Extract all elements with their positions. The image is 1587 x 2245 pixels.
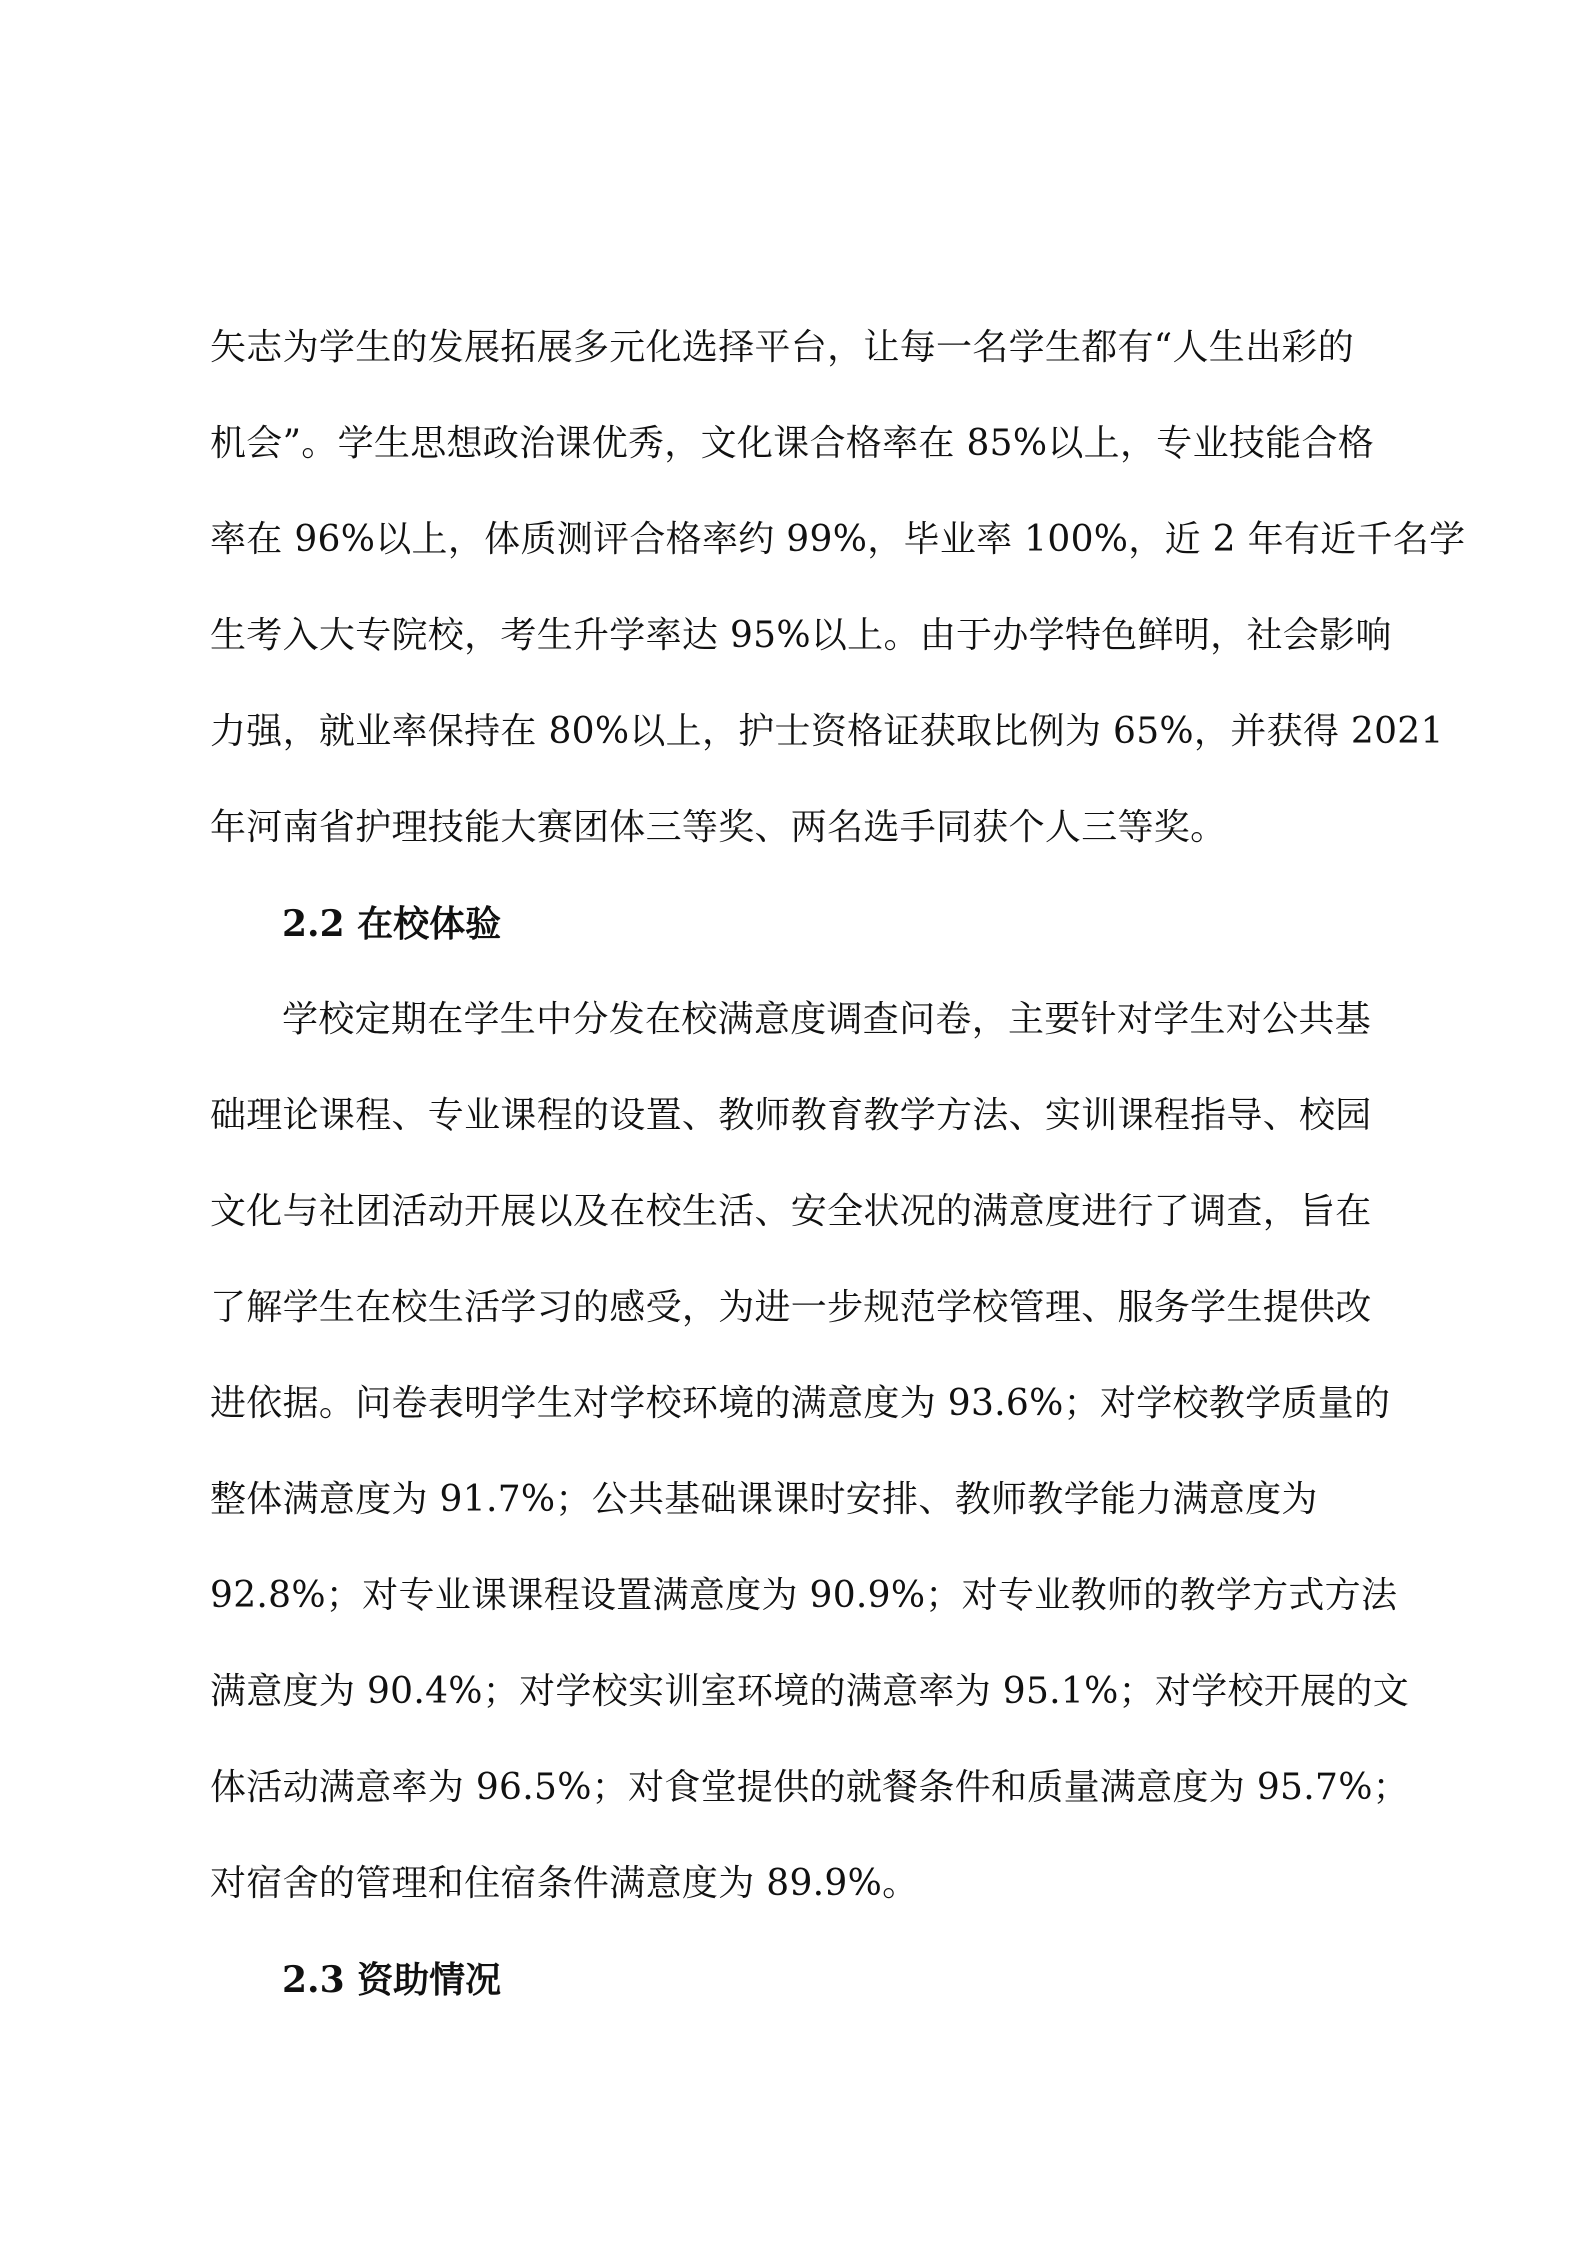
text-line: 92.8%；对专业课课程设置满意度为 90.9%；对专业教师的教学方式方法 xyxy=(210,1575,1398,1616)
text-line: 进依据。问卷表明学生对学校环境的满意度为 93.6%；对学校教学质量的 xyxy=(210,1383,1391,1424)
text-line: 了解学生在校生活学习的感受，为进一步规范学校管理、服务学生提供改 xyxy=(210,1287,1372,1328)
text-line: 年河南省护理技能大赛团体三等奖、两名选手同获个人三等奖。 xyxy=(210,807,1227,848)
section-heading-2-3: 2.3 资助情况 xyxy=(282,1959,502,2001)
text-line: 机会”。学生思想政治课优秀，文化课合格率在 85%以上，专业技能合格 xyxy=(210,423,1375,464)
text-line: 力强，就业率保持在 80%以上，护士资格证获取比例为 65%，并获得 2021 xyxy=(210,711,1444,752)
section-heading-2-2: 2.2 在校体验 xyxy=(282,903,502,945)
paragraph-school-experience xyxy=(210,972,1410,1932)
text-line: 体活动满意率为 96.5%；对食堂提供的就餐条件和质量满意度为 95.7%； xyxy=(210,1767,1410,1808)
text-line: 矢志为学生的发展拓展多元化选择平台，让每一名学生都有“人生出彩的 xyxy=(210,327,1355,368)
text-line: 对宿舍的管理和住宿条件满意度为 89.9%。 xyxy=(210,1863,919,1904)
text-line: 整体满意度为 91.7%；公共基础课课时安排、教师教学能力满意度为 xyxy=(210,1479,1318,1520)
text-line: 础理论课程、专业课程的设置、教师教育教学方法、实训课程指导、校园 xyxy=(210,1095,1372,1136)
text-line: 文化与社团活动开展以及在校生活、安全状况的满意度进行了调查，旨在 xyxy=(210,1191,1372,1232)
text-line: 率在 96%以上，体质测评合格率约 99%，毕业率 100%，近 2 年有近千名学 xyxy=(210,519,1466,560)
text-line: 满意度为 90.4%；对学校实训室环境的满意率为 95.1%；对学校开展的文 xyxy=(210,1671,1410,1712)
text-line: 生考入大专院校，考生升学率达 95%以上。由于办学特色鲜明，社会影响 xyxy=(210,615,1392,656)
document-body xyxy=(210,300,1466,2028)
text-line: 学校定期在学生中分发在校满意度调查问卷，主要针对学生对公共基 xyxy=(282,999,1372,1040)
paragraph-continuation xyxy=(210,300,1466,876)
